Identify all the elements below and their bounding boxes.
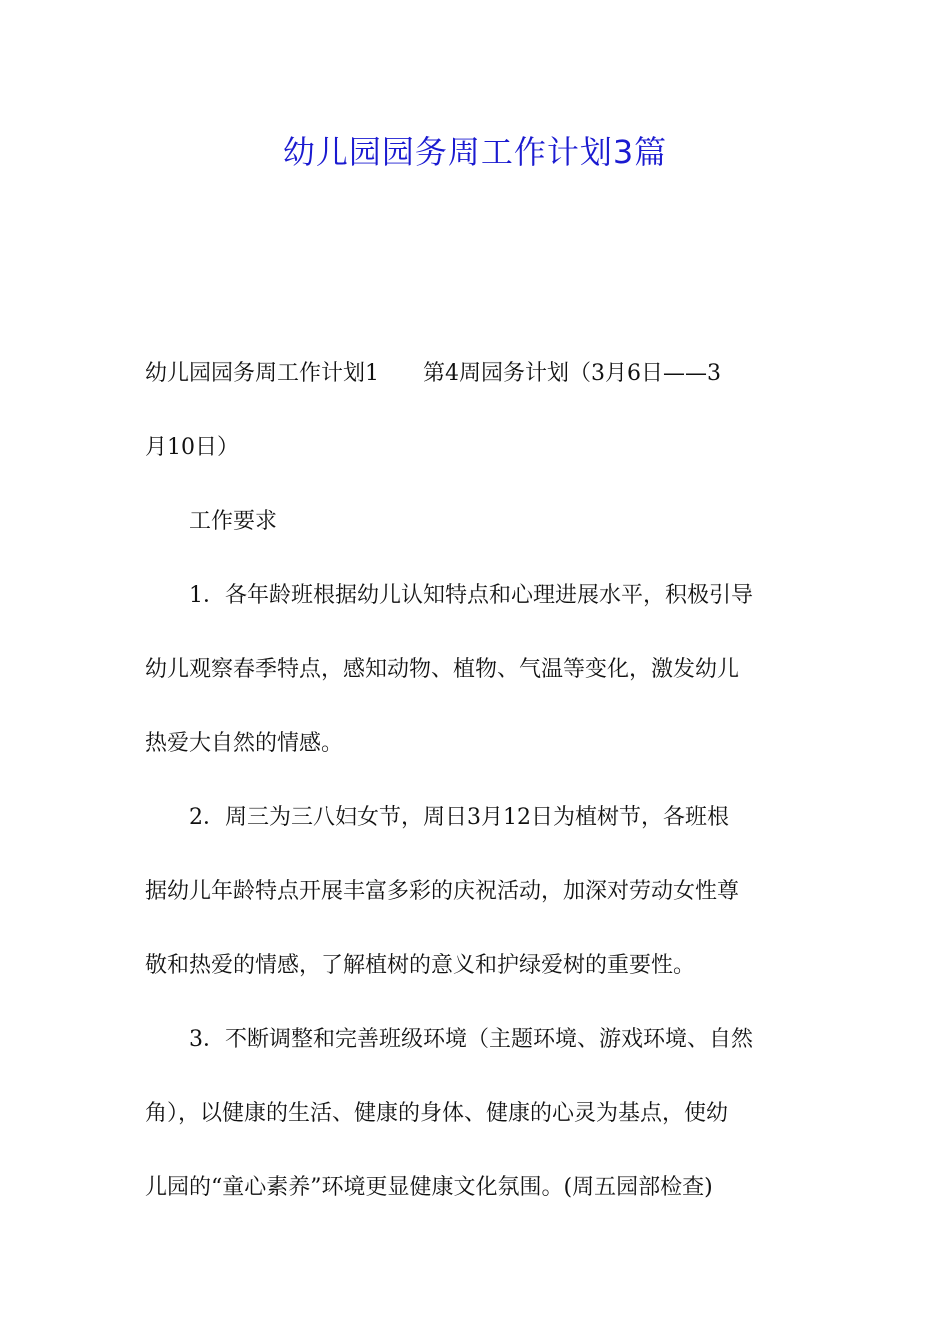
list-item-line: 1．各年龄班根据幼儿认知特点和心理进展水平，积极引导 xyxy=(189,583,753,608)
document-title: 幼儿园园务周工作计划3篇 xyxy=(282,133,668,171)
section-heading-text: 工作要求 xyxy=(189,509,278,534)
intro-line-1 xyxy=(145,337,810,411)
list-item-line: 热爱大自然的情感。 xyxy=(145,731,344,756)
list-item-line: 儿园的“童心素养”环境更显健康文化氛围。(周五园部检查) xyxy=(145,1175,713,1200)
list-item-line: 幼儿观察春季特点，感知动物、植物、气温等变化，激发幼儿 xyxy=(145,657,740,682)
list-item xyxy=(145,1003,810,1225)
section-heading xyxy=(145,485,810,559)
list-item xyxy=(145,559,810,781)
list-item-line: 据幼儿年龄特点开展丰富多彩的庆祝活动，加深对劳动女性尊 xyxy=(145,879,740,904)
list-item-line: 2．周三为三八妇女节，周日3月12日为植树节，各班根 xyxy=(189,805,729,830)
document-body xyxy=(145,337,810,1225)
intro-heading: 幼儿园园务周工作计划1 xyxy=(145,361,379,386)
list-item-line: 角），以健康的生活、健康的身体、健康的心灵为基点，使幼 xyxy=(145,1101,729,1126)
list-item-line: 3．不断调整和完善班级环境（主题环境、游戏环境、自然 xyxy=(189,1027,753,1052)
intro-subtitle: 第4周园务计划（3月6日——3 xyxy=(423,361,721,386)
intro-paragraph xyxy=(145,337,810,485)
list-item-line: 敬和热爱的情感，了解植树的意义和护绿爱树的重要性。 xyxy=(145,953,696,978)
list-item xyxy=(145,781,810,1003)
intro-line-2: 月10日） xyxy=(145,435,239,460)
